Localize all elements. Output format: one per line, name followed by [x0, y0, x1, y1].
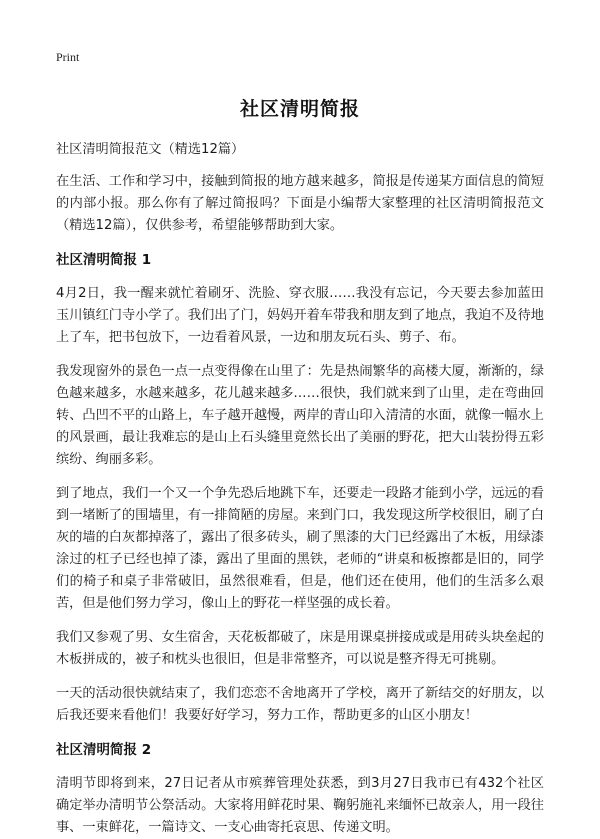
intro-paragraph: 在生活、工作和学习中，接触到简报的地方越来越多，简报是传递某方面信息的简短的内部小报。那么你有了解过简报吗？下面是小编帮大家整理的社区清明简报范文（精选12篇），仅供参考，希望能够帮助到大家。 [56, 174, 544, 233]
section-1-paragraph: 4月2日，我一醒来就忙着刷牙、洗脸、穿衣服……我没有忘记，今天要去参加蓝田玉川镇红门寺小学了。我们出了门，妈妈开着车带我和朋友到了地点，我迫不及待地上了车，把书包放下，一边看着风景，一边和朋友玩石头、剪子、布。 [56, 286, 544, 345]
section-1-paragraph: 我们又参观了男、女生宿舍，天花板都破了，床是用课桌拼接成或是用砖头块垒起的木板拼成的，被子和枕头也很旧，但是非常整齐，可以说是整齐得无可挑剔。 [56, 630, 544, 667]
section-2-paragraph: 清明节即将到来，27日记者从市殡葬管理处获悉，到3月27日我市已有432个社区确定举办清明节公祭活动。大家将用鲜花时果、鞠躬施礼来缅怀已故亲人，用一段往事、一束鲜花，一篇诗文、一支心曲寄托哀思、传递文明。 [56, 776, 544, 835]
section-1-paragraph: 到了地点，我们一个又一个争先恐后地跳下车，还要走一段路才能到小学，远远的看到一堵断了的围墙里，有一排简陋的房屋。来到门口，我发现这所学校很旧，刷了白灰的墙的白灰都掉落了，露出了很多砖头，刷了黑漆的大门已经露出了木板，用绿漆涂过的杠子已经也掉了漆，露出了里面的黑铁，老师的“讲桌和板擦都是旧的，同学们的椅子和桌子非常破旧，虽然很难看，但是，他们还在使用，他们的生活多么艰苦，但是他们努力学习，像山上的野花一样坚强的成长着。 [56, 486, 544, 611]
section-1-paragraph: 一天的活动很快就结束了，我们恋恋不舍地离开了学校，离开了新结交的好朋友，以后我还要来看他们！我要好好学习，努力工作，帮助更多的山区小朋友！ [56, 686, 544, 723]
print-link[interactable]: Print [56, 50, 80, 64]
document-subtitle: 社区清明简报范文（精选12篇） [56, 142, 245, 157]
section-heading-1: 社区清明简报 1 [56, 252, 152, 268]
section-1-paragraph: 我发现窗外的景色一点一点变得像在山里了：先是热闹繁华的高楼大厦，渐渐的，绿色越来越多，水越来越多，花儿越来越多……很快，我们就来到了山里，走在弯曲回转、凸凹不平的山路上，车子越开越慢，两岸的青山印入清清的水面，就像一幅水上的风景画，最让我难忘的是山上石头缝里竟然长出了美丽的野花，把大山装扮得五彩缤纷、绚丽多彩。 [56, 364, 544, 467]
section-heading-2: 社区清明简报 2 [56, 742, 152, 758]
page-title: 社区清明简报 [239, 98, 360, 120]
